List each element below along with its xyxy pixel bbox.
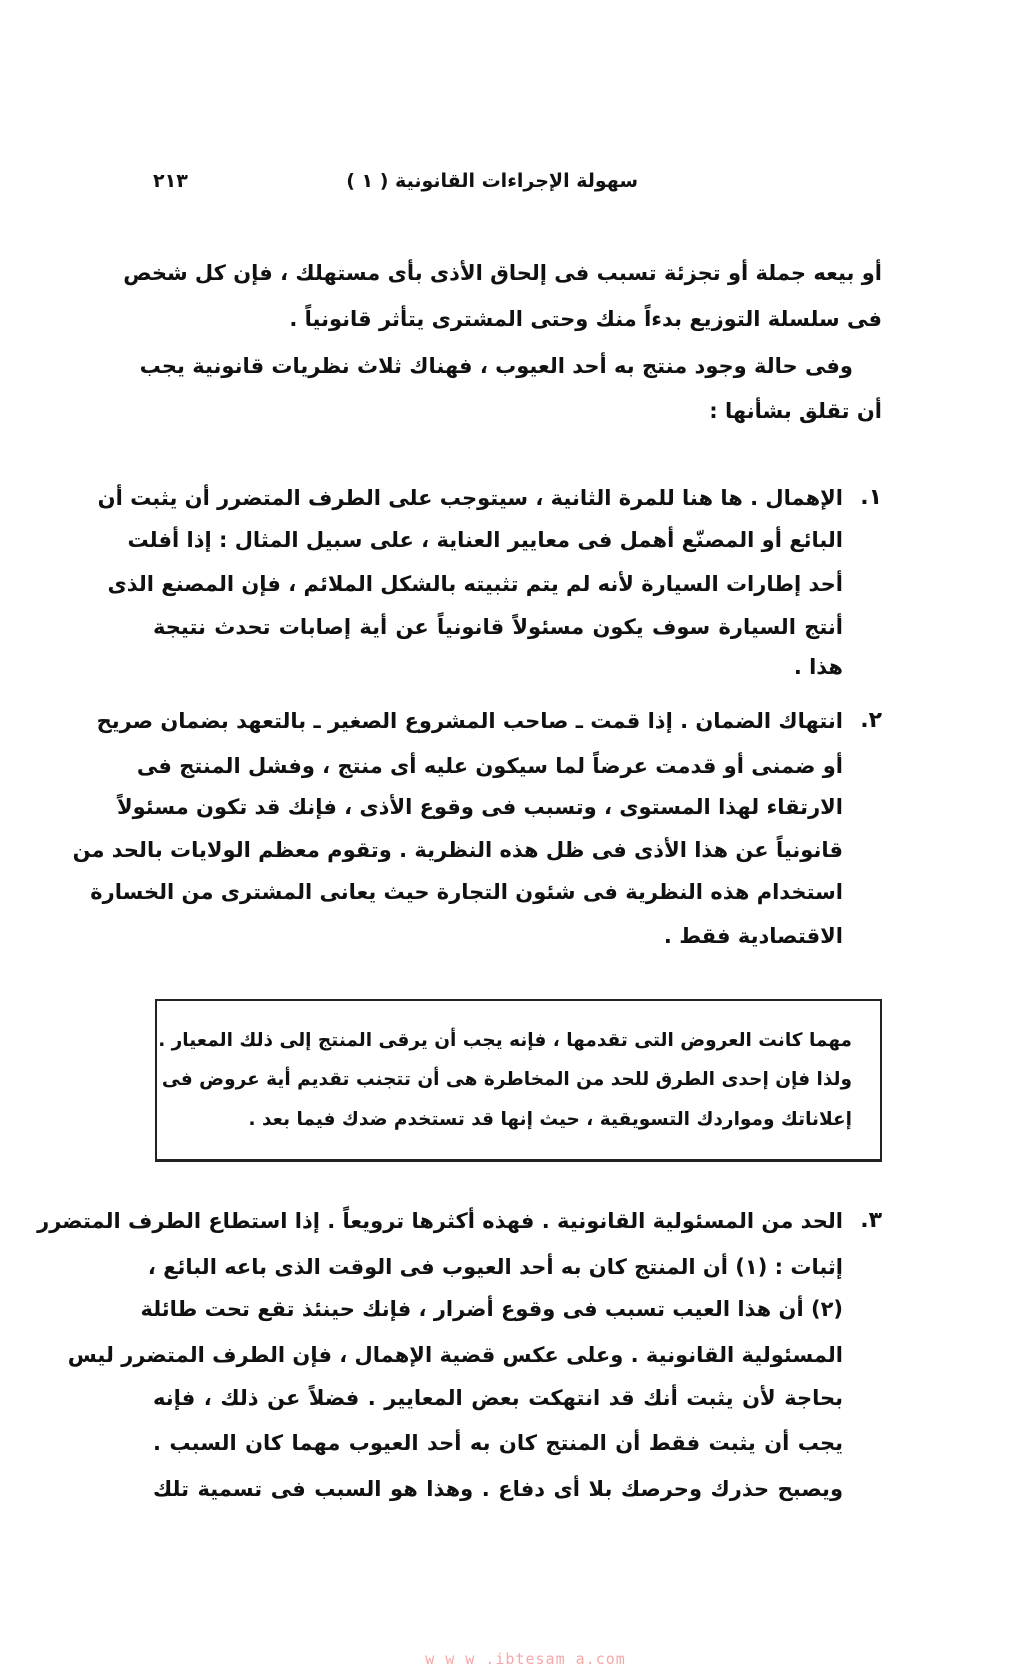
text-line: استخدام هذه النظرية فى شئون التجارة حيث يعانى المشترى من الخسارة <box>90 880 843 904</box>
text-line: يجب أن يثبت فقط أن المنتج كان به أحد العيوب مهما كان السبب . <box>153 1431 843 1455</box>
text-line: المسئولية القانونية . وعلى عكس قضية الإهمال ، فإن الطرف المتضرر ليس <box>67 1343 843 1367</box>
text-line: هذا . <box>793 655 843 679</box>
text-line: وفى حالة وجود منتج به أحد العيوب ، فهناك ثلاث نظريات قانونية يجب <box>139 354 853 378</box>
text-line: أنتج السيارة سوف يكون مسئولاً قانونياً عن أية إصابات تحدث نتيجة <box>153 615 843 639</box>
text-line: بحاجة لأن يثبت أنك قد انتهكت بعض المعايير . فضلاً عن ذلك ، فإنه <box>153 1386 843 1410</box>
text-line: الحد من المسئولية القانونية . فهذه أكثرها ترويعاً . إذا استطاع الطرف المتضرر <box>37 1209 843 1233</box>
text-line: أو ضمنى أو قدمت عرضاً لما سيكون عليه أى منتج ، وفشل المنتج فى <box>136 754 843 778</box>
page-number: ٢١٣ <box>153 170 188 192</box>
text-line: قانونياً عن هذا الأذى فى ظل هذه النظرية . وتقوم معظم الولايات بالحد من <box>72 838 843 862</box>
callout-line: ولذا فإن إحدى الطرق للحد من المخاطرة هى أن تتجنب تقديم أية عروض فى <box>161 1069 852 1090</box>
watermark: w w w .ibtesam a.com <box>425 1650 626 1668</box>
text-line: أحد إطارات السيارة لأنه لم يتم تثبيته بالشكل الملائم ، فإن المصنع الذى <box>107 572 843 596</box>
item-number: ٢. <box>860 708 882 733</box>
item-number: ٣. <box>860 1208 882 1233</box>
text-line: البائع أو المصنّع أهمل فى معايير العناية ، على سبيل المثال : إذا أفلت <box>127 528 843 552</box>
item-number: ١. <box>860 485 882 510</box>
running-title: سهولة الإجراءات القانونية ( ١ ) <box>346 170 638 192</box>
text-line: ويصبح حذرك وحرصك بلا أى دفاع . وهذا هو السبب فى تسمية تلك <box>153 1477 843 1501</box>
callout-line: مهما كانت العروض التى تقدمها ، فإنه يجب أن يرقى المنتج إلى ذلك المعيار . <box>158 1030 852 1051</box>
text-line: أن تقلق بشأنها : <box>709 399 882 423</box>
text-line: الارتقاء لهذا المستوى ، وتسبب فى وقوع الأذى ، فإنك قد تكون مسئولاً <box>117 795 843 819</box>
text-line: الإهمال . ها هنا للمرة الثانية ، سيتوجب على الطرف المتضرر أن يثبت أن <box>97 486 843 510</box>
text-line: إثبات : (١) أن المنتج كان به أحد العيوب فى الوقت الذى باعه البائع ، <box>147 1255 843 1279</box>
text-line: أو بيعه جملة أو تجزئة تسبب فى إلحاق الأذى بأى مستهلك ، فإن كل شخص <box>123 261 882 285</box>
text-line: انتهاك الضمان . إذا قمت ـ صاحب المشروع الصغير ـ بالتعهد بضمان صريح <box>96 709 843 733</box>
text-line: فى سلسلة التوزيع بدءاً منك وحتى المشترى يتأثر قانونياً . <box>289 307 882 331</box>
text-line: الاقتصادية فقط . <box>663 924 843 948</box>
callout-line: إعلاناتك ومواردك التسويقية ، حيث إنها قد تستخدم ضدك فيما بعد . <box>248 1109 852 1130</box>
text-line: (٢) أن هذا العيب تسبب فى وقوع أضرار ، فإنك حينئذ تقع تحت طائلة <box>140 1297 843 1321</box>
